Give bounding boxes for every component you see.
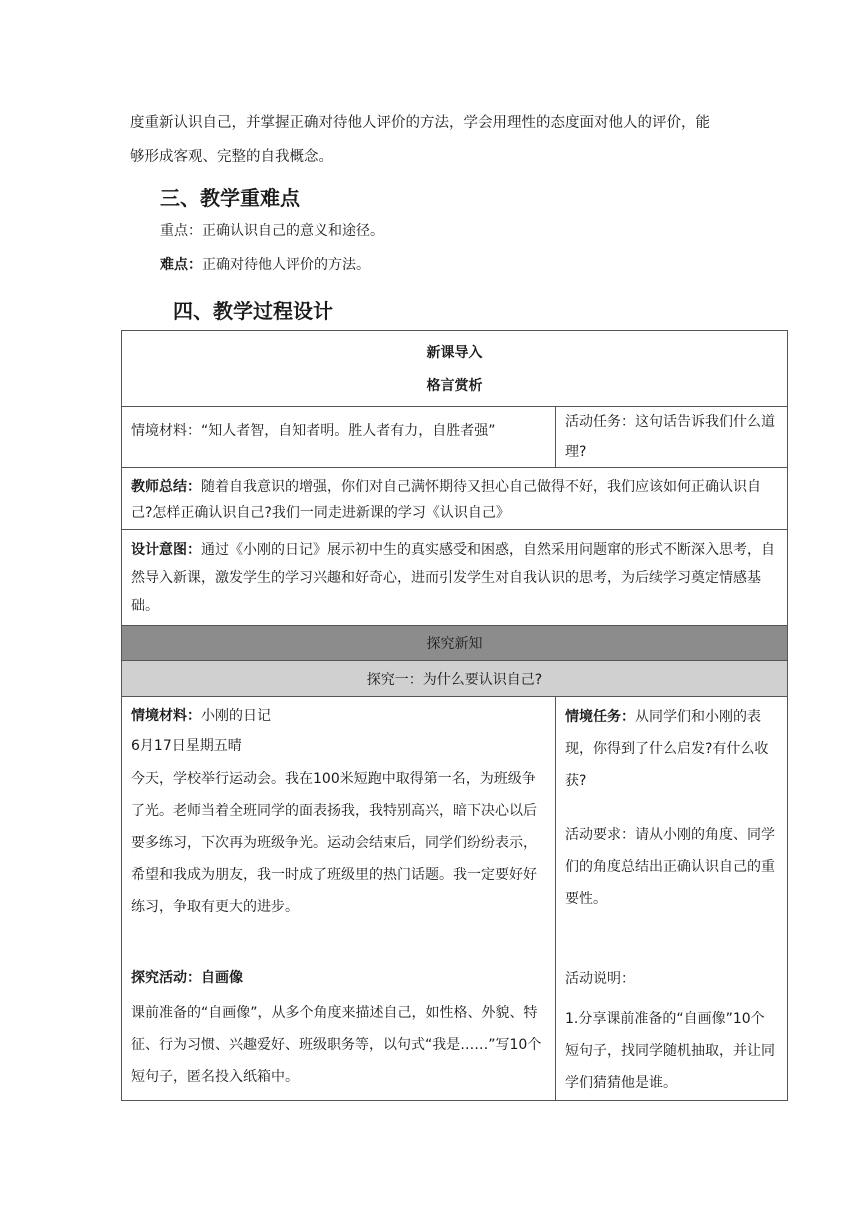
row-design-intent: [122, 530, 788, 626]
row-explore-new: [122, 626, 788, 661]
situation-task-text: 从同学们和小刚的表现，你得到了什么启发?有什么收获?: [565, 709, 769, 789]
diary-material-text: 小刚的日记: [201, 708, 271, 724]
row-lesson-intro: [122, 331, 788, 407]
teacher-summary-label: 教师总结：: [131, 479, 201, 495]
difficult-point-label: 难点：: [160, 257, 202, 273]
teaching-process-table: [121, 330, 788, 1101]
difficult-point-text: 正确对待他人评价的方法。: [202, 257, 370, 273]
row-explore-one: [122, 661, 788, 697]
row-motto: [122, 407, 788, 468]
intro-paragraph: [130, 106, 750, 174]
explore-left-cell: [122, 697, 556, 1101]
explore-one-header: 探究一：为什么要认识自己?: [122, 661, 788, 697]
activity-text: 课前准备的“自画像”，从多个角度来描述自己，如性格、外貌、特征、行为习惯、兴趣爱好、班级职务等，以句式“我是……”写10个短句子，匿名投入纸箱中。: [131, 1005, 542, 1085]
explore-new-header: 探究新知: [122, 626, 788, 661]
activity-requirement: 活动要求：请从小刚的角度、同学们的角度总结出正确认识自己的重要性。: [565, 827, 775, 907]
lesson-intro-title: 新课导入: [426, 345, 483, 361]
section-4-heading: 四、教学过程设计: [173, 299, 333, 323]
diary-material: [131, 701, 546, 731]
activity-title: 探究活动：自画像: [131, 970, 243, 986]
design-intent-label: 设计意图：: [131, 542, 201, 558]
diary-material-label: 情境材料：: [131, 708, 201, 724]
diary-date: 6月17日星期五晴: [131, 738, 242, 754]
activity-explanation-1: 1.分享课前准备的“自画像”10个短句子，找同学随机抽取，并让同学们猜猜他是谁。: [565, 1011, 775, 1091]
design-intent-text: 通过《小刚的日记》展示初中生的真实感受和困惑，自然采用问题窜的形式不断深入思考，自然导入新课，激发学生的学习兴趣和好奇心，进而引发学生对自我认识的思考，为后续学习奠定情感基础。: [131, 542, 775, 614]
teacher-summary-text: 随着自我意识的增强，你们对自己满怀期待又担心自己做得不好，我们应该如何正确认识自己?怎样正确认识自己?我们一同走进新课的学习《认识自己》: [131, 479, 761, 521]
difficult-point: [160, 254, 370, 274]
row-teacher-summary: [122, 468, 788, 530]
activity-explanation-title: 活动说明：: [565, 971, 635, 987]
key-point-label: 重点：: [160, 223, 202, 239]
situation-task-label: 情境任务：: [565, 709, 635, 725]
motto-material: 情境材料：“知人者智，自知者明。胜人者有力，自胜者强”: [122, 407, 556, 468]
key-point-text: 正确认识自己的意义和途径。: [202, 223, 384, 239]
intro-line-1: 度重新认识自己，并掌握正确对待他人评价的方法，学会用理性的态度面对他人的评价，能: [130, 115, 710, 131]
motto-appreciation-title: 格言赏析: [426, 378, 483, 394]
section-3-heading: 三、教学重难点: [160, 186, 300, 210]
explore-right-cell: [556, 697, 788, 1101]
key-point: [160, 220, 384, 240]
diary-text: 今天，学校举行运动会。我在100米短跑中取得第一名，为班级争了光。老师当着全班同学的面表扬我，我特别高兴，暗下决心以后要多练习，下次再为班级争光。运动会结束后，同学们纷纷表示，希望和我成为朋友，我一时成了班级里的热门话题。我一定要好好练习，争取有更大的进步。: [131, 771, 537, 915]
situation-task: [565, 701, 778, 797]
intro-line-2: 够形成客观、完整的自我概念。: [130, 149, 333, 165]
row-explore-content: [122, 697, 788, 1101]
motto-task: 活动任务：这句话告诉我们什么道理?: [556, 407, 788, 468]
